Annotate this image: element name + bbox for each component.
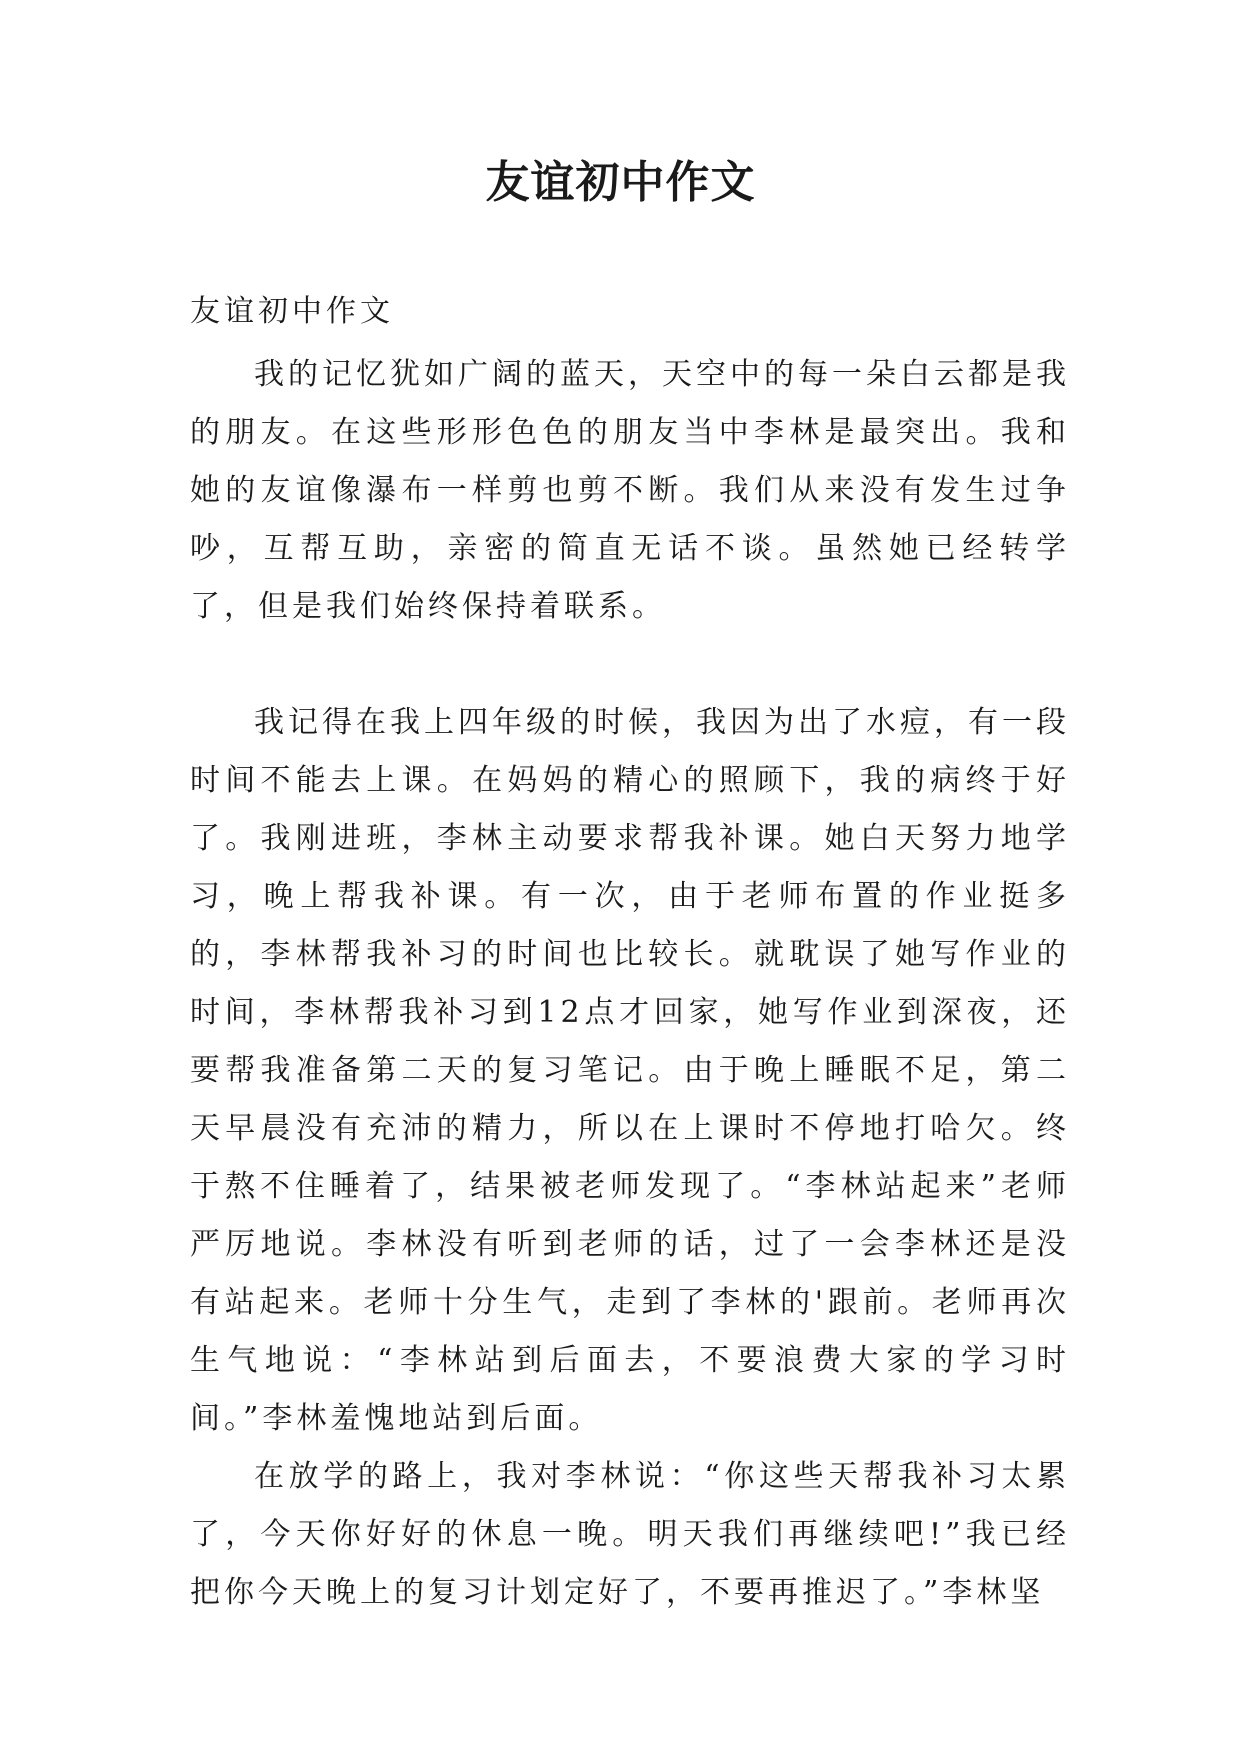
paragraph-2: 我记得在我上四年级的时候，我因为出了水痘，有一段时间不能去上课。在妈妈的精心的照顾下，我的病终于好了。我刚进班，李林主动要求帮我补课。她白天努力地学习，晚上帮我补课。有一次，由于老师布置的作业挺多的，李林帮我补习的时间也比较长。就耽误了她写作业的时间，李林帮我补习到12点才回家，她写作业到深夜，还要帮我准备第二天的复习笔记。由于晚上睡眠不足，第二天早晨没有充沛的精力，所以在上课时不停地打哈欠。终于熬不住睡着了，结果被老师发现了。“李林站起来”老师严厉地说。李林没有听到老师的话，过了一会李林还是没有站起来。老师十分生气，走到了李林的'跟前。老师再次生气地说：“李林站到后面去，不要浪费大家的学习时间。”李林羞愧地站到后面。 — [190, 705, 1070, 1436]
document-subtitle: 友谊初中作文 — [190, 294, 394, 329]
paragraph-3: 在放学的路上，我对李林说：“你这些天帮我补习太累了，今天你好好的休息一晚。明天我们再继续吧!”我已经把你今天晚上的复习计划定好了，不要再推迟了。”李林坚 — [190, 1459, 1070, 1610]
document-body — [190, 292, 1070, 1622]
document-title: 友谊初中作文 — [485, 157, 756, 208]
paragraph-1: 我的记忆犹如广阔的蓝天，天空中的每一朵白云都是我的朋友。在这些形形色色的朋友当中李林是最突出。我和她的友谊像瀑布一样剪也剪不断。我们从来没有发生过争吵，互帮互助，亲密的简直无话不谈。虽然她已经转学了，但是我们始终保持着联系。 — [190, 357, 1070, 624]
